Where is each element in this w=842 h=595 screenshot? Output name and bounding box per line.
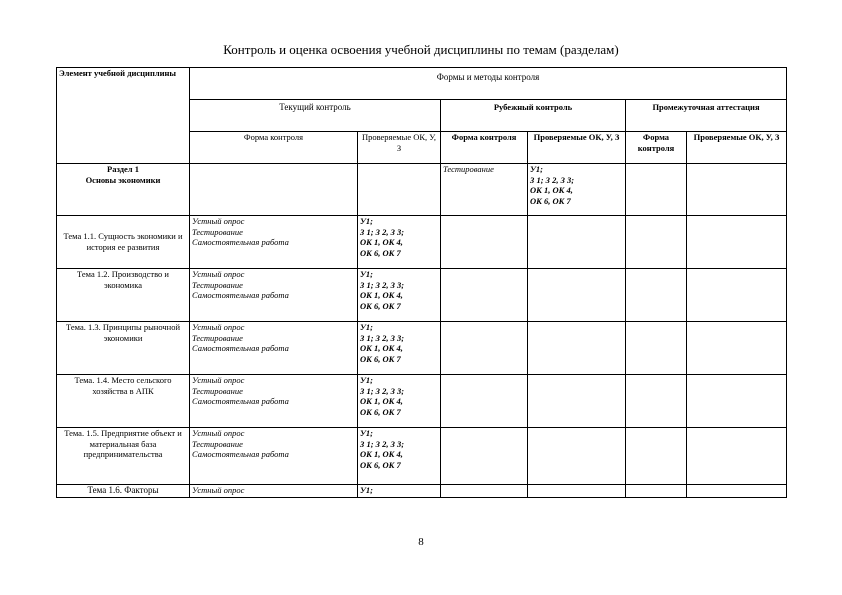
header-checked-ok: Проверяемые ОК, У, З: [358, 132, 441, 164]
row-current-checked: У1; З 1; З 2, З 3; ОК 1, ОК 4, ОК 6, ОК 7: [358, 216, 441, 269]
row-current-forms: Устный опрос Тестирование Самостоятельная работа: [190, 375, 358, 428]
table-row: [57, 216, 787, 269]
row-milestone-form: [441, 216, 528, 269]
row-interim-checked: [687, 269, 787, 322]
header-form-control: Форма контроля: [190, 132, 358, 164]
row-interim-checked: [687, 216, 787, 269]
table-row: [57, 164, 787, 216]
row-interim-checked: [687, 164, 787, 216]
row-milestone-form: [441, 269, 528, 322]
row-interim-form: [626, 428, 687, 485]
header-checked-ok-2: Проверяемые ОК, У, З: [528, 132, 626, 164]
row-label: Раздел 1 Основы экономики: [57, 164, 190, 216]
control-table: [56, 67, 787, 498]
row-current-forms: Устный опрос Тестирование Самостоятельная работа: [190, 216, 358, 269]
row-interim-form: [626, 164, 687, 216]
row-interim-form: [626, 375, 687, 428]
row-current-checked: У1;: [358, 485, 441, 498]
row-current-checked: У1; З 1; З 2, З 3; ОК 1, ОК 4, ОК 6, ОК 7: [358, 269, 441, 322]
row-label: Тема 1.2. Производство и экономика: [57, 269, 190, 322]
header-form-control-2: Форма контроля: [441, 132, 528, 164]
header-form-control-3: Форма контроля: [626, 132, 687, 164]
row-current-checked: [358, 164, 441, 216]
row-current-forms: Устный опрос Тестирование Самостоятельная работа: [190, 428, 358, 485]
row-label: Тема 1.6. Факторы: [57, 485, 190, 498]
row-interim-checked: [687, 375, 787, 428]
table-row: [57, 485, 787, 498]
header-current-control: Текущий контроль: [190, 100, 441, 132]
row-milestone-checked: [528, 269, 626, 322]
row-milestone-checked: [528, 322, 626, 375]
header-interim-attestation: Промежуточная аттестация: [626, 100, 787, 132]
row-milestone-form: [441, 428, 528, 485]
row-interim-checked: [687, 485, 787, 498]
row-current-checked: У1; З 1; З 2, З 3; ОК 1, ОК 4, ОК 6, ОК 7: [358, 375, 441, 428]
document-title: Контроль и оценка освоения учебной дисциплины по темам (разделам): [223, 42, 619, 57]
row-milestone-checked: [528, 485, 626, 498]
row-milestone-checked: [528, 428, 626, 485]
header-milestone-control: Рубежный контроль: [441, 100, 626, 132]
row-milestone-checked: [528, 216, 626, 269]
row-current-forms: Устный опрос Тестирование Самостоятельная работа: [190, 269, 358, 322]
row-interim-checked: [687, 322, 787, 375]
row-label: Тема. 1.5. Предприятие объект и материальная база предпринимательства: [57, 428, 190, 485]
row-milestone-form: [441, 375, 528, 428]
row-interim-form: [626, 322, 687, 375]
row-current-forms: Устный опрос: [190, 485, 358, 498]
row-milestone-checked: [528, 375, 626, 428]
header-checked-ok-3: Проверяемые ОК, У, З: [687, 132, 787, 164]
table-row: [57, 322, 787, 375]
table-row: [57, 375, 787, 428]
row-interim-form: [626, 216, 687, 269]
row-interim-form: [626, 269, 687, 322]
row-milestone-checked: У1; З 1; З 2, З 3; ОК 1, ОК 4, ОК 6, ОК 7: [528, 164, 626, 216]
header-forms-methods: Формы и методы контроля: [190, 68, 787, 100]
row-milestone-form: [441, 322, 528, 375]
row-label: Тема. 1.4. Место сельского хозяйства в АПК: [57, 375, 190, 428]
row-milestone-form: Тестирование: [441, 164, 528, 216]
row-current-checked: У1; З 1; З 2, З 3; ОК 1, ОК 4, ОК 6, ОК 7: [358, 428, 441, 485]
row-current-checked: У1; З 1; З 2, З 3; ОК 1, ОК 4, ОК 6, ОК 7: [358, 322, 441, 375]
row-interim-checked: [687, 428, 787, 485]
page-number: 8: [418, 536, 424, 548]
row-current-forms: [190, 164, 358, 216]
row-current-forms: Устный опрос Тестирование Самостоятельная работа: [190, 322, 358, 375]
row-label: Тема. 1.3. Принципы рыночной экономики: [57, 322, 190, 375]
table-row: [57, 269, 787, 322]
row-label: Тема 1.1. Сущность экономики и история ее развития: [57, 216, 190, 269]
row-interim-form: [626, 485, 687, 498]
row-milestone-form: [441, 485, 528, 498]
header-element: Элемент учебной дисциплины: [57, 68, 190, 164]
table-row: [57, 428, 787, 485]
